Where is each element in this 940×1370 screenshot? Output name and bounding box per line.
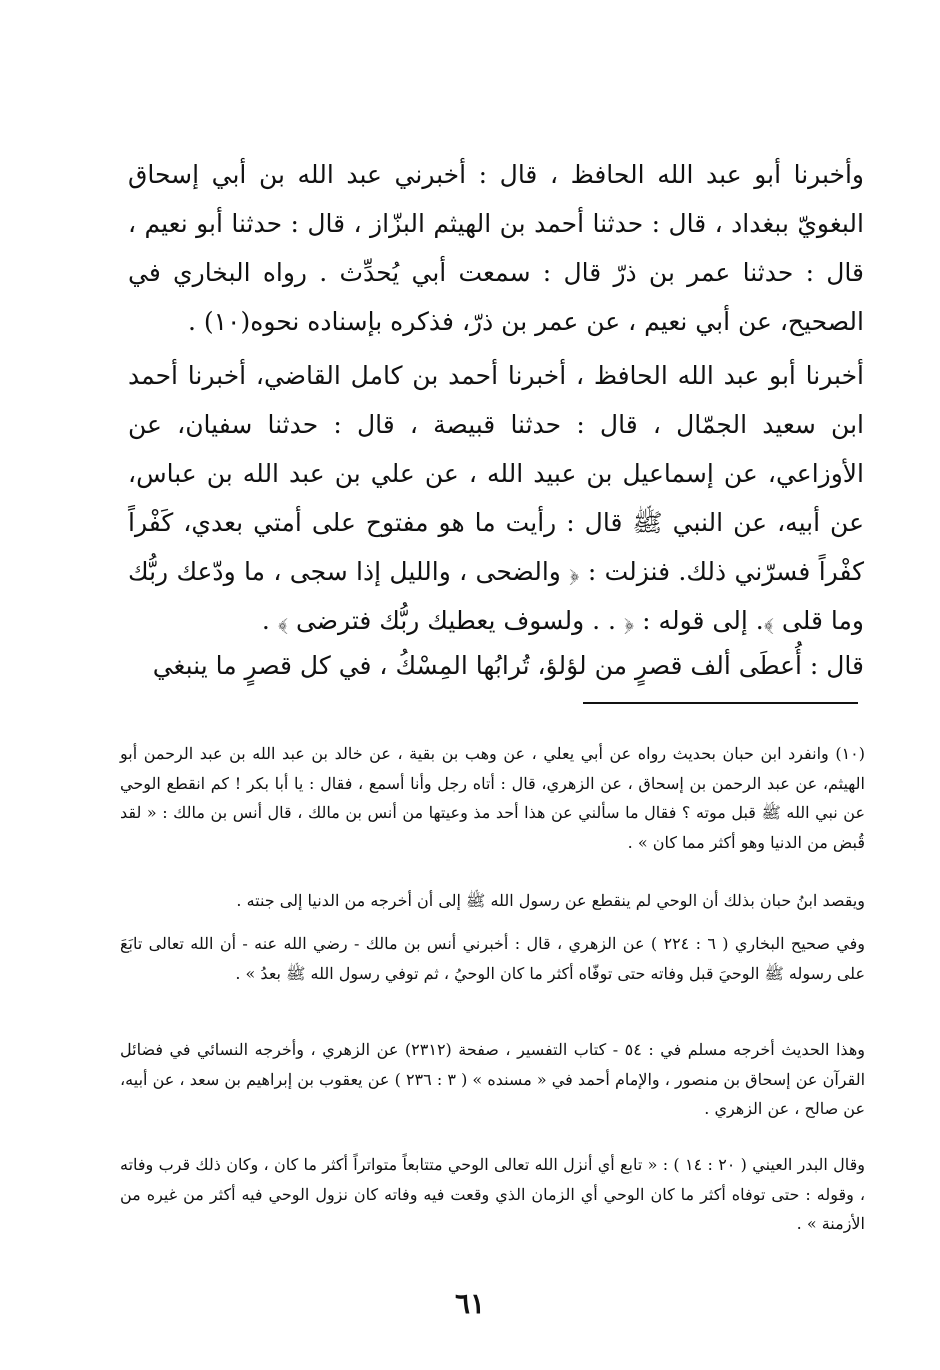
main-paragraph-1: وأخبرنا أبو عبد الله الحافظ ، قال : أخبرني عبد الله بن أبي إسحاق البغويّ ببغداد ، قال : حدثنا أحمد بن الهيثم البزّاز ، قال : حدثنا أبو نعيم ، قال : حدثنا عمر بن ذرّ قال : سمعت أبي يُحدِّث . رواه البخاري في الصحيح، عن أبي نعيم ، عن عمر بن ذرّ، فذكره بإسناده نحوه(١٠) . [128,160,864,336]
footnote-10: (١٠) وانفرد ابن حبان بحديث رواه عن أبي يعلي ، عن وهب بن بقية ، عن خالد بن عبد الله بن عبد الرحمن أبو الهيثم، عن عبد الرحمن بن إسحاق ، عن الزهري، قال : أتاه رجل وأنا أسمع ، فقال : يا أبا بكر ! كم انقطع الوحي عن نبي الله ﷺ قبل موته ؟ فقال ما سألني عن هذا أحد مذ وعيتها من أنس بن مالك ، قال أنس بن مالك : « لقد قُبض من الدنيا وهو أكثر مما كان » . [120,744,865,852]
page-number: ٦١ [454,1287,486,1320]
footnote-separator [583,702,858,704]
footnote-10-muslim: وهذا الحديث أخرجه مسلم في : ٥٤ - كتاب التفسير ، صفحة (٢٣١٢) عن الزهري ، وأخرجه النسائي في فضائل القرآن عن إسحاق بن منصور ، والإمام أحمد في « مسنده » ( ٣ : ٢٣٦ ) عن يعقوب بن إبراهيم بن سعد ، عن أبيه، عن صالح ، عن الزهري . [120,1040,866,1118]
main-paragraph-2: أخبرنا أبو عبد الله الحافظ ، أخبرنا أحمد بن كامل القاضي، أخبرنا أحمد ابن سعيد الجمّال ، قال : حدثنا قبيصة ، قال : حدثنا سفيان، عن الأوزاعي، عن إسماعيل بن عبيد الله ، عن علي بن عبد الله بن عباس، عن أبيه، عن النبي ﷺ قال : رأيت ما هو مفتوح على أمتي بعدي، كَفْراً كفْراً فسرّني ذلك. فنزلت : ﴿ والضحى ، والليل إذا سجى ، ما ودّعك ربُّك وما قلى ﴾. إلى قوله : ﴿ . . ولسوف يعطيك ربُّك فترضى ﴾ . [128,361,864,635]
footnote-10-bukhari: وفي صحيح البخاري ( ٦ : ٢٢٤ ) عن الزهري ، قال : أخبرني أنس بن مالك - رضي الله عنه - أن الله تعالى تابَعَ على رسوله ﷺ الوحيَ قبل وفاته حتى توفّاه أكثر ما كان الوحيُ ، ثم توفي رسول الله ﷺ بعدُ » . [120,934,866,983]
footnote-10-aini: وقال البدر العيني ( ٢٠ : ١٤ ) : « تابع أي أنزل الله تعالى الوحي متتابعاً متواتراً أكثر ما كان ، وكان ذلك قرب وفاته ، وقوله : حتى توفاه أكثر ما كان الوحي أي الزمان الذي وقعت فيه وفاته كان نزول الوحي فيه أكثر من غيره من الأزمنة » . [120,1155,866,1233]
footnote-10-commentary: ويقصد ابنُ حبان بذلك أن الوحي لم ينقطع عن رسول الله ﷺ إلى أن أخرجه من الدنيا إلى جنته . [236,891,865,910]
main-paragraph-3: قال : أُعطَى ألف قصرٍ من لؤلؤ، تُرابُها المِسْكُ ، في كل قصرٍ ما ينبغي [152,651,864,680]
